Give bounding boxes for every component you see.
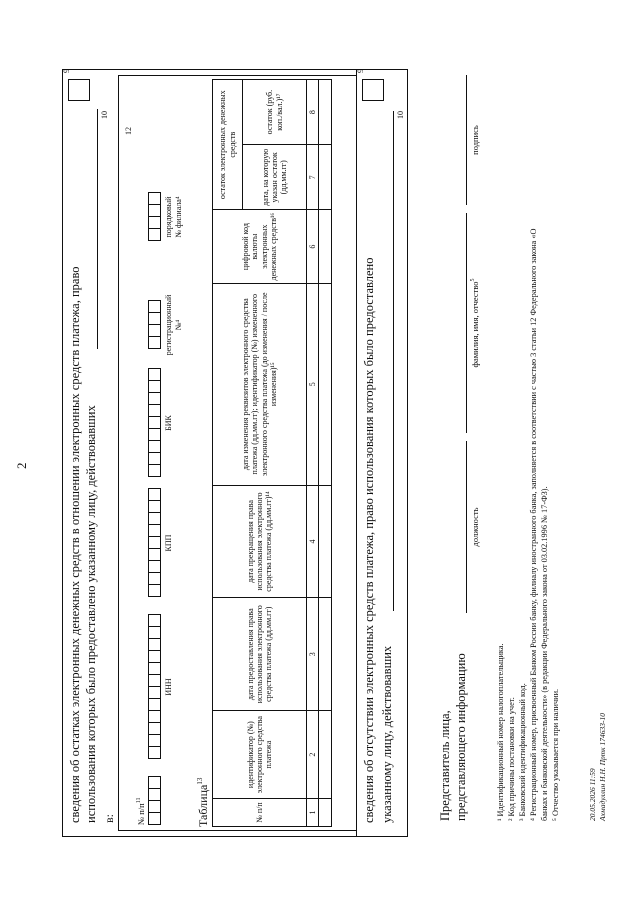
num-label: № $п/п^{11}$ bbox=[136, 797, 146, 825]
th-end-date: дата прекращения права использования электронного средства платежа (дд.мм.гг)¹⁴ bbox=[213, 485, 307, 598]
rep-line2: представляющего информацию bbox=[454, 653, 468, 821]
col-num-2: 2 bbox=[307, 711, 319, 799]
stamp-line2: Ахмадуллин Н.Н. Пртк 174633-10 bbox=[598, 713, 607, 821]
section2-date-line[interactable] bbox=[393, 111, 394, 611]
table-caption: Таблица$^{13}$ bbox=[196, 777, 210, 827]
stamp-line1: 20.05.2026 11:59 bbox=[588, 768, 597, 821]
name-label: фамилия, имя, отчество$^5$ bbox=[470, 278, 480, 368]
col-num-1: 1 bbox=[307, 799, 319, 827]
rep-line1: Представитель лица, bbox=[438, 710, 452, 821]
inn-cells[interactable] bbox=[148, 615, 161, 759]
section2-title-line2: указанному лицу, действовавших bbox=[380, 645, 394, 823]
footnote-5: ⁵ Отчество указывается при наличии. bbox=[551, 688, 560, 821]
th-currency-code: цифровой код валюты электронных денежных средств¹⁶ bbox=[213, 210, 307, 283]
section1-title-line2: использования которых было предоставлено указанному лицу, действовавших bbox=[84, 405, 98, 823]
th-change-date: дата изменения реквизитов электронного средства платежа (дд.мм.гг); идентификатор (№) измененного электронного средства платежа (до изменения / после изменения)¹⁵ bbox=[213, 283, 307, 485]
section1-title-line1: сведения об остатках электронных денежных средств в отношении электронных средств платежа, право bbox=[68, 266, 82, 823]
th-balance-amount: остаток (руб. коп./вал.)¹⁷ bbox=[243, 80, 307, 145]
col-num-6: 6 bbox=[307, 210, 319, 283]
reg-cells[interactable] bbox=[148, 301, 161, 349]
section1-date-line[interactable] bbox=[97, 109, 98, 349]
reg-label: регистрационный bbox=[164, 294, 173, 356]
footnote-3: ³ Банковский идентификационный код. bbox=[518, 683, 527, 821]
section1-ref-line: 10 bbox=[100, 111, 109, 119]
col-num-4: 4 bbox=[307, 485, 319, 598]
section2-ref-box: 9 bbox=[356, 69, 365, 73]
col-num-7: 7 bbox=[307, 145, 319, 210]
branch-sub: № филиала⁴ bbox=[174, 196, 183, 238]
section1-suffix: в: bbox=[102, 814, 116, 823]
balances-table bbox=[212, 79, 332, 827]
branch-cells[interactable] bbox=[148, 193, 161, 241]
col-num-3: 3 bbox=[307, 598, 319, 711]
th-identifier: идентификатор (№) электронного средства платежа bbox=[213, 711, 307, 799]
th-balance-group: остаток электронных денежных средств bbox=[213, 80, 243, 210]
section2-ref-line: 10 bbox=[396, 111, 405, 119]
bik-cells[interactable] bbox=[148, 369, 161, 477]
section2-title-line1: сведения об отсутствии электронных средств платежа, право использования которых было предоставлено bbox=[362, 257, 376, 823]
col-num-5: 5 bbox=[307, 283, 319, 485]
position-label: должность bbox=[470, 507, 480, 547]
signature-label: подпись bbox=[470, 125, 480, 155]
name-line[interactable] bbox=[466, 213, 467, 433]
signature-line[interactable] bbox=[466, 75, 467, 205]
bik-label: БИК bbox=[164, 415, 173, 431]
num-cells[interactable] bbox=[148, 777, 161, 825]
footnote-4-cont: банках и банковской деятельности» (в редакции Федерального закона от 03.02.1996 № 17-ФЗ). bbox=[540, 486, 549, 821]
footnote-4: ⁴ Регистрационный номер, присвоенный Банком России банку, филиалу иностранного банка, заполняется в соответствии с частью 3 статьи 12 Федерального закона «О bbox=[529, 228, 538, 821]
th-num: № п/п bbox=[213, 799, 307, 827]
page-number: 2 bbox=[14, 462, 29, 469]
inn-label: ИНН bbox=[164, 678, 173, 696]
kpp-cells[interactable] bbox=[148, 489, 161, 597]
col-num-8: 8 bbox=[307, 80, 319, 145]
th-grant-date: дата предоставления права использования электронного средства платежа (дд.мм.гг) bbox=[213, 598, 307, 711]
footnote-2: ² Код причины постановки на учет. bbox=[507, 697, 516, 821]
footnote-1: ¹ Идентификационный номер налогоплательщика. bbox=[496, 643, 505, 821]
section1-ref-box: 9 bbox=[62, 69, 71, 73]
branch-label: порядковый bbox=[164, 196, 173, 238]
reg-sub: №⁴ bbox=[174, 319, 183, 331]
kpp-label: КПП bbox=[164, 534, 173, 552]
table-row[interactable] bbox=[319, 80, 332, 827]
section1-check-box[interactable] bbox=[68, 79, 90, 101]
section1-ref-row: 12 bbox=[124, 127, 133, 135]
section2-check-box[interactable] bbox=[362, 79, 384, 101]
position-line[interactable] bbox=[466, 441, 467, 613]
th-balance-date: дата, на которую указан остаток (дд.мм.гг) bbox=[243, 145, 307, 210]
